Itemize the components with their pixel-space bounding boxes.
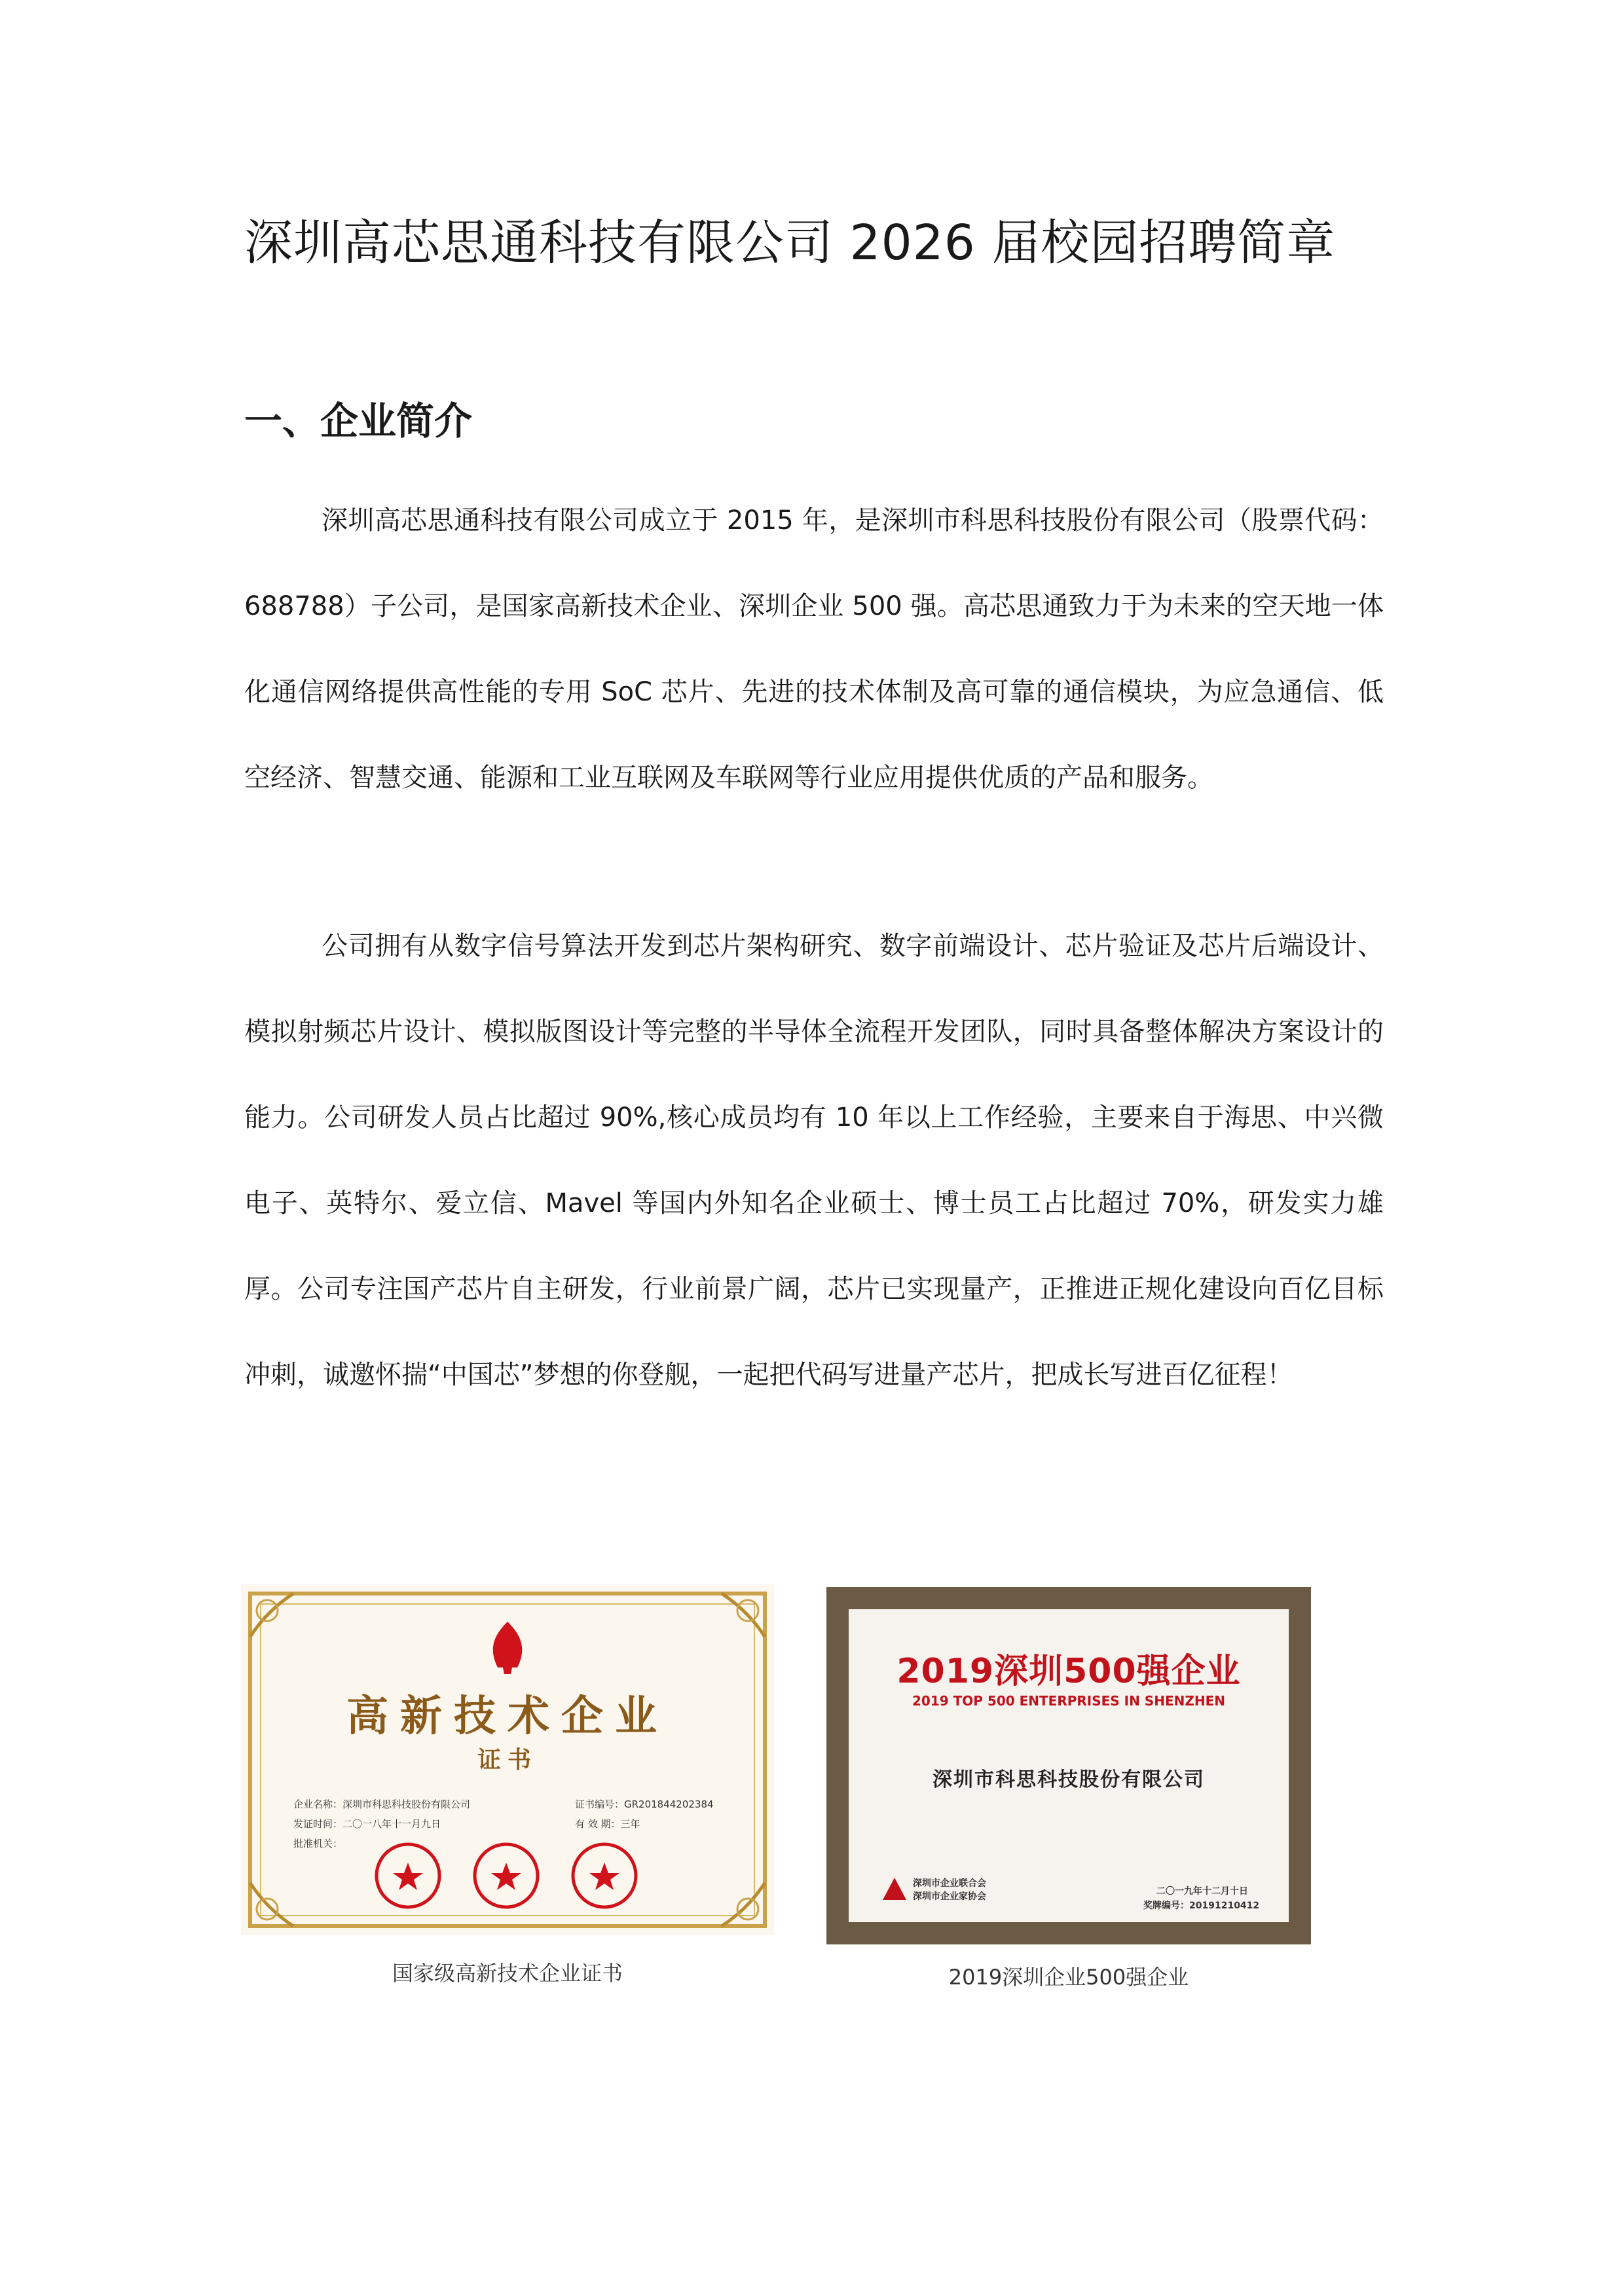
plaque-inner-panel	[849, 1609, 1289, 1922]
official-seals-icon	[241, 1584, 774, 1935]
plaque-issuer-2: 深圳市企业家协会	[913, 1891, 986, 1902]
plaque-date: 二〇一九年十二月十日	[1156, 1886, 1248, 1897]
shenzhen-top500-plaque	[826, 1587, 1311, 1944]
certificate-issue-date: 发证时间：二〇一八年十一月九日	[293, 1818, 441, 1830]
certificate-title: 高新技术企业	[346, 1692, 669, 1741]
caption-high-tech-certificate: 国家级高新技术企业证书	[392, 1961, 623, 1986]
issuer-logo-icon	[881, 1876, 908, 1903]
certificate-company: 企业名称：深圳市科思科技股份有限公司	[293, 1798, 471, 1810]
plaque-issuer-1: 深圳市企业联合会	[913, 1878, 986, 1889]
certificate-approver: 批准机关：	[293, 1838, 343, 1850]
certificate-subtitle: 证书	[477, 1746, 538, 1774]
certificate-number: 证书编号：GR201844202384	[575, 1798, 714, 1810]
caption-top500-plaque: 2019深圳企业500强企业	[948, 1965, 1189, 1990]
certificate-validity: 有 效 期：三年	[575, 1818, 640, 1830]
section-heading-company-intro: 一、企业简介	[244, 399, 473, 443]
intro-paragraph-1: 深圳高芯思通科技有限公司成立于 2015 年，是深圳市科思科技股份有限公司（股票代码：688788）子公司，是国家高新技术企业、深圳企业 500 强。高芯思通致力于为未来的空天地一体化通信网络提供高性能的专用 SoC 芯片、先进的技术体制及高可靠的通信模块，为应急通信、低空经济、智慧交通、能源和工业互联网及车联网等行业应用提供优质的产品和服务。	[244, 505, 1384, 793]
intro-paragraph-2: 公司拥有从数字信号算法开发到芯片架构研究、数字前端设计、芯片验证及芯片后端设计、模拟射频芯片设计、模拟版图设计等完整的半导体全流程开发团队，同时具备整体解决方案设计的能力。公司研发人员占比超过 90%,核心成员均有 10 年以上工作经验，主要来自于海思、中兴微电子、英特尔、爱立信、Mavel 等国内外知名企业硕士、博士员工占比超过 70%，研发实力雄厚。公司专注国产芯片自主研发，行业前景广阔，芯片已实现量产，正推进正规化建设向百亿目标冲刺，诚邀怀揣“中国芯”梦想的你登舰，一起把代码写进量产芯片，把成长写进百亿征程！	[244, 931, 1384, 1390]
plaque-title: 2019深圳500强企业	[896, 1652, 1241, 1691]
plaque-company: 深圳市科思科技股份有限公司	[932, 1768, 1205, 1791]
plaque-award-number: 奖牌编号：20191210412	[1143, 1901, 1260, 1911]
plaque-subtitle: 2019 TOP 500 ENTERPRISES IN SHENZHEN	[912, 1693, 1225, 1709]
high-tech-enterprise-certificate	[241, 1584, 774, 1935]
page-title: 深圳高芯思通科技有限公司 2026 届校园招聘简章	[244, 215, 1336, 271]
